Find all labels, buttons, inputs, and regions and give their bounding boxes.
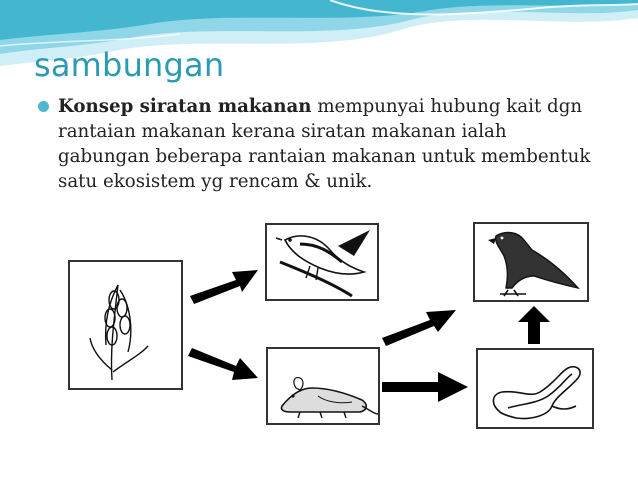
node-plant <box>69 261 182 389</box>
node-snake <box>477 349 593 428</box>
node-bird <box>266 224 378 300</box>
arrow-rodent-to-snake <box>382 372 468 402</box>
arrow-bird-to-eagle <box>382 310 456 346</box>
slide-title: sambungan <box>34 46 225 84</box>
arrow-plant-to-rodent <box>188 348 258 380</box>
arrow-plant-to-bird <box>190 270 258 304</box>
node-rodent <box>267 348 379 424</box>
node-eagle <box>474 223 588 301</box>
bullet-body: mempunyai hubung kait dgn rantaian makanan kerana siratan makanan ialah gabungan beberapa rantaian makanan untuk membentuk satu ekosistem yg rencam & unik. <box>58 96 591 192</box>
arrow-snake-to-eagle <box>518 306 550 344</box>
bullet-bold-term: Konsep siratan makanan <box>58 96 312 117</box>
